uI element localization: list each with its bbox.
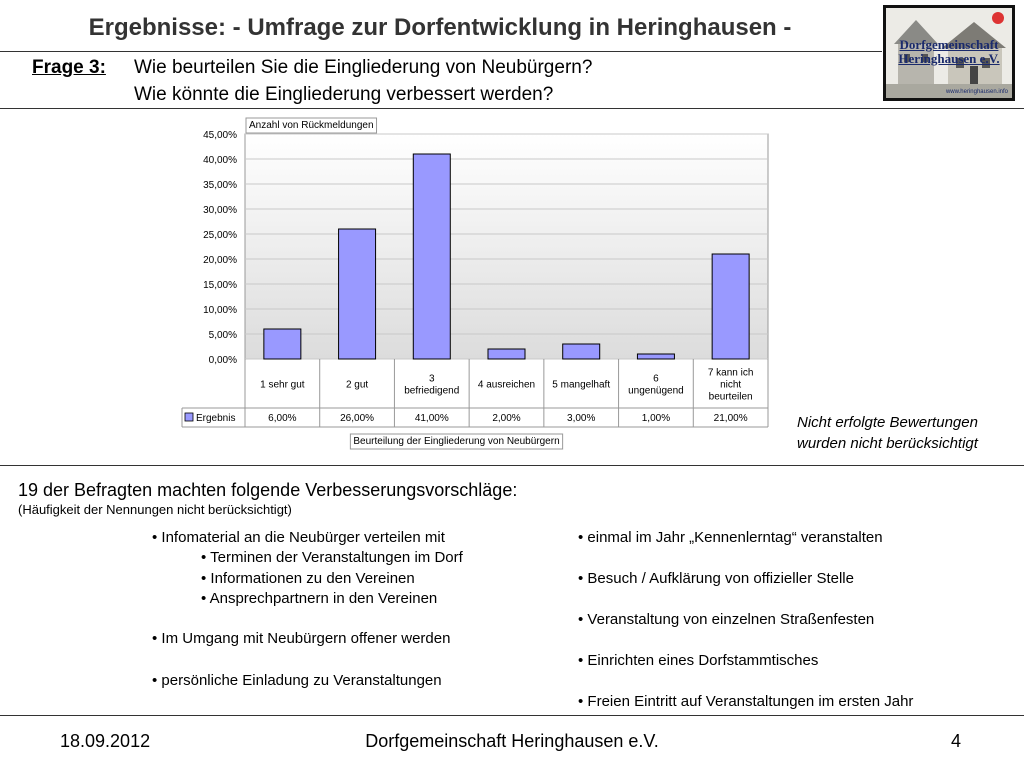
chart-note xyxy=(797,412,978,454)
suggestion-left-1b: • Informationen zu den Vereinen xyxy=(201,570,415,587)
legend-label: Ergebnis xyxy=(196,413,236,424)
y-tick-label: 35,00% xyxy=(203,180,237,191)
suggestion-left-1a: • Terminen der Veranstaltungen im Dorf xyxy=(201,549,463,566)
suggestions-heading: 19 der Befragten machten folgende Verbesserungsvorschläge: xyxy=(18,480,518,500)
note-line2: wurden nicht berücksichtigt xyxy=(797,435,978,452)
category-label: 7 kann ich xyxy=(707,367,754,379)
logo-url: www.heringhausen.info xyxy=(945,89,1008,95)
category-label: nicht xyxy=(720,379,742,391)
logo-line2: Heringhausen e.V. xyxy=(898,51,1000,66)
category-label: 1 sehr gut xyxy=(260,379,305,391)
y-tick-label: 30,00% xyxy=(203,205,237,216)
suggestion-left-1: • Infomaterial an die Neubürger verteilen mit xyxy=(152,529,445,546)
y-tick-label: 0,00% xyxy=(208,355,237,366)
category-label: beurteilen xyxy=(708,391,753,403)
note-line1: Nicht erfolgte Bewertungen xyxy=(797,414,978,431)
y-tick-label: 25,00% xyxy=(203,230,237,241)
category-label: 5 mangelhaft xyxy=(552,379,611,391)
bar xyxy=(563,344,600,359)
category-label: 4 ausreichen xyxy=(477,379,536,391)
value-label: 26,00% xyxy=(340,413,375,424)
footer-organization: Dorfgemeinschaft Heringhausen e.V. xyxy=(365,731,659,751)
chart-rule xyxy=(0,465,1024,466)
suggestions-subheading: (Häufigkeit der Nennungen nicht berücksichtigt) xyxy=(18,502,292,517)
y-tick-label: 5,00% xyxy=(208,330,237,341)
suggestion-right-5: • Freien Eintritt auf Veranstaltungen im ersten Jahr xyxy=(578,693,914,710)
value-label: 1,00% xyxy=(641,413,671,424)
bar xyxy=(413,154,450,359)
value-label: 21,00% xyxy=(713,413,748,424)
suggestion-left-3: • persönliche Einladung zu Veranstaltungen xyxy=(152,672,442,689)
category-label: 2 gut xyxy=(345,379,369,391)
club-logo xyxy=(883,5,1015,101)
plot-area xyxy=(245,134,768,359)
y-tick-label: 20,00% xyxy=(203,255,237,266)
value-label: 3,00% xyxy=(567,413,596,424)
suggestion-left-2: • Im Umgang mit Neubürgern offener werden xyxy=(152,630,451,647)
question-line1: Wie beurteilen Sie die Eingliederung von Neubürgern? xyxy=(134,57,593,78)
bar xyxy=(264,329,301,359)
bar-chart xyxy=(0,110,800,460)
question-rule xyxy=(0,108,1024,109)
chart-title: Anzahl von Rückmeldungen xyxy=(249,120,374,131)
question-label: Frage 3: xyxy=(32,57,106,78)
y-tick-label: 15,00% xyxy=(203,280,237,291)
bar xyxy=(712,254,749,359)
bar xyxy=(488,349,525,359)
category-label: 3 xyxy=(429,373,435,385)
question-line2: Wie könnte die Eingliederung verbessert werden? xyxy=(134,84,554,105)
page-number: 4 xyxy=(951,731,962,751)
x-axis-label: Beurteilung der Eingliederung von Neubürgern xyxy=(353,436,560,447)
page-title: Ergebnisse: - Umfrage zur Dorfentwicklung in Heringhausen - xyxy=(88,14,792,41)
category-label: 6 xyxy=(653,373,659,385)
category-label: ungenügend xyxy=(628,385,684,397)
suggestion-right-3: • Veranstaltung von einzelnen Straßenfesten xyxy=(578,611,875,628)
suggestion-right-1: • einmal im Jahr „Kennenlerntag“ veranstalten xyxy=(578,529,883,546)
suggestion-right-2: • Besuch / Aufklärung von offizieller Stelle xyxy=(578,570,854,587)
y-tick-label: 40,00% xyxy=(203,155,237,166)
bar xyxy=(339,229,376,359)
suggestion-right-4: • Einrichten eines Dorfstammtisches xyxy=(578,652,819,669)
category-label: befriedigend xyxy=(404,385,460,397)
value-label: 2,00% xyxy=(492,413,521,424)
bar xyxy=(637,354,674,359)
logo-line1: Dorfgemeinschaft xyxy=(899,37,999,52)
legend-key xyxy=(185,413,193,421)
y-tick-label: 45,00% xyxy=(203,130,237,141)
suggestion-left-1c: • Ansprechpartnern in den Vereinen xyxy=(201,590,438,607)
value-label: 41,00% xyxy=(414,413,449,424)
footer-rule xyxy=(0,715,1024,716)
header-rule xyxy=(0,51,882,52)
value-label: 6,00% xyxy=(268,413,297,424)
y-tick-label: 10,00% xyxy=(203,305,237,316)
footer-date: 18.09.2012 xyxy=(60,731,151,751)
